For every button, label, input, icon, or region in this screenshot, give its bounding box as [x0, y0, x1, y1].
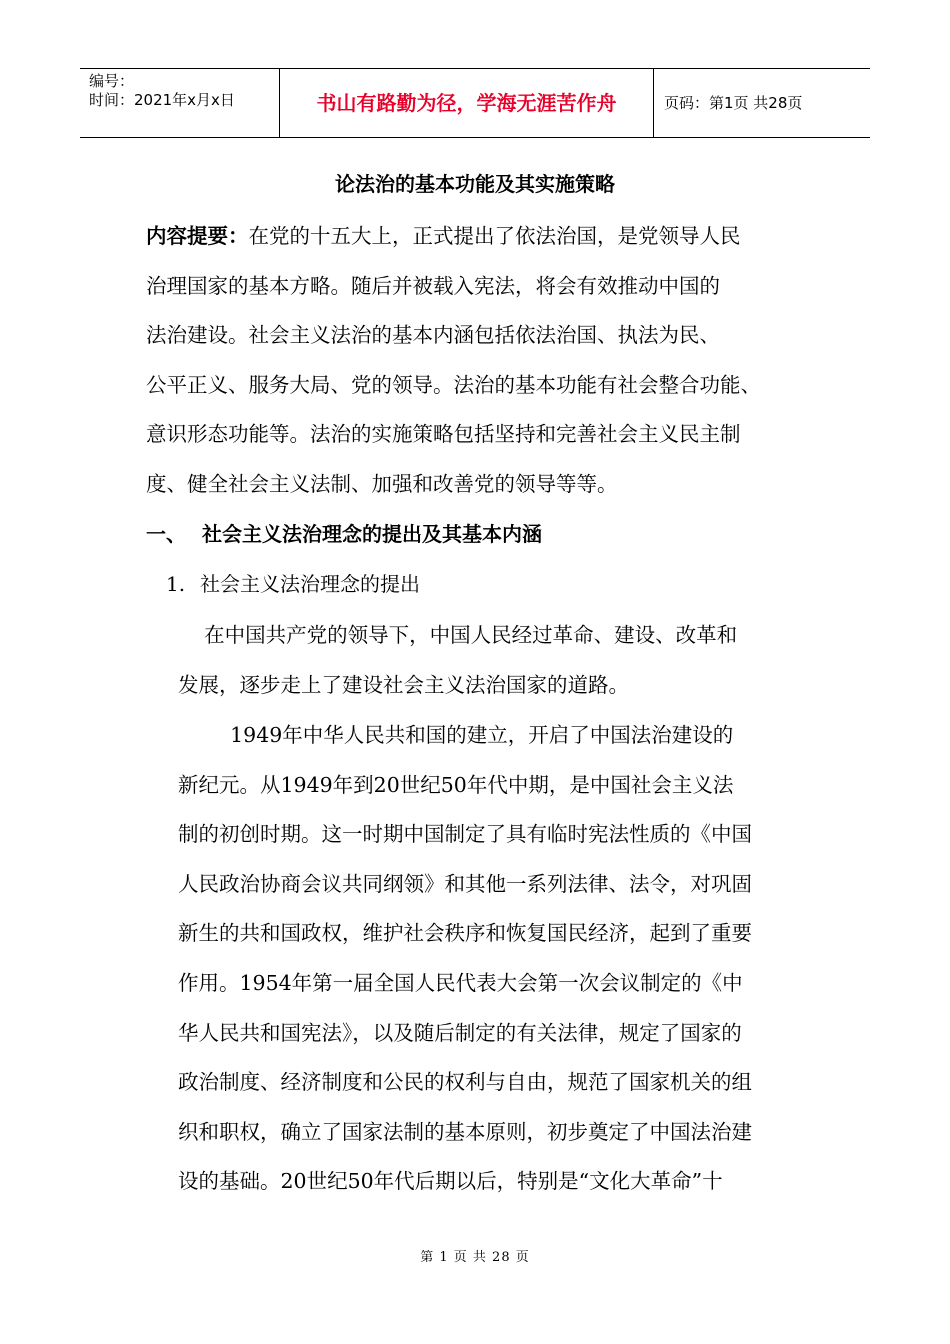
body-paragraph	[178, 711, 752, 1207]
abstract-line: 意识形态功能等。法治的实施策略包括坚持和完善社会主义民主制	[146, 422, 741, 447]
abstract-line-text: 在党的十五大上，正式提出了依法治国，是党领导人民	[248, 224, 741, 248]
paragraph-line: 织和职权，确立了国家法制的基本原则，初步奠定了中国法治建	[178, 1119, 752, 1144]
header-page-info: 页码：第1页 共28页	[664, 94, 803, 112]
abstract-line: 治理国家的基本方略。随后并被载入宪法，将会有效推动中国的	[146, 273, 720, 298]
body-paragraph	[178, 611, 737, 710]
paragraph-line: 华人民共和国宪法》，以及随后制定的有关法律，规定了国家的	[178, 1020, 742, 1045]
subsection-heading	[166, 568, 420, 597]
abstract-line: 法治建设。社会主义法治的基本内涵包括依法治国、执法为民、	[146, 323, 720, 348]
subsection-heading-text: 社会主义法治理念的提出	[200, 572, 420, 596]
subsection-number: 1.	[166, 572, 186, 596]
section-heading	[146, 518, 542, 547]
section-heading-text: 社会主义法治理念的提出及其基本内涵	[202, 522, 542, 546]
document-header	[80, 68, 870, 138]
section-number: 一、	[146, 522, 186, 546]
page-footer: 第 1 页 共 28 页	[420, 1250, 530, 1265]
abstract	[146, 212, 826, 510]
number-label: 编号：	[89, 72, 135, 90]
abstract-line	[146, 212, 826, 262]
paragraph-line: 在中国共产党的领导下，中国人民经过革命、建设、改革和	[178, 623, 738, 647]
header-meta-cell	[80, 69, 280, 137]
paragraph-line: 作用。1954年第一届全国人民代表大会第一次会议制定的《中	[178, 970, 743, 995]
paragraph-line: 政治制度、经济制度和公民的权利与自由，规范了国家机关的组	[178, 1070, 752, 1095]
document-title: 论法治的基本功能及其实施策略	[335, 172, 615, 196]
paragraph-line: 新纪元。从1949年到20世纪50年代中期，是中国社会主义法	[178, 772, 734, 797]
paragraph-line: 新生的共和国政权，维护社会秩序和恢复国民经济，起到了重要	[178, 921, 752, 946]
paragraph-line: 设的基础。20世纪50年代后期以后，特别是“文化大革命”十	[178, 1169, 723, 1194]
header-motto: 书山有路勤为径，学海无涯苦作舟	[280, 69, 654, 137]
paragraph-line: 1949年中华人民共和国的建立，开启了中国法治建设的	[178, 723, 734, 747]
abstract-line: 公平正义、服务大局、党的领导。法治的基本功能有社会整合功能、	[146, 372, 761, 397]
paragraph-line: 人民政治协商会议共同纲领》和其他一系列法律、法令，对巩固	[178, 871, 752, 896]
abstract-line: 度、健全社会主义法制、加强和改善党的领导等等。	[146, 471, 618, 496]
paragraph-line: 制的初创时期。这一时期中国制定了具有临时宪法性质的《中国	[178, 822, 752, 847]
abstract-label: 内容提要：	[146, 224, 249, 248]
paragraph-line: 发展，逐步走上了建设社会主义法治国家的道路。	[178, 672, 629, 697]
date-label: 时间：2021年x月x日	[89, 91, 235, 109]
